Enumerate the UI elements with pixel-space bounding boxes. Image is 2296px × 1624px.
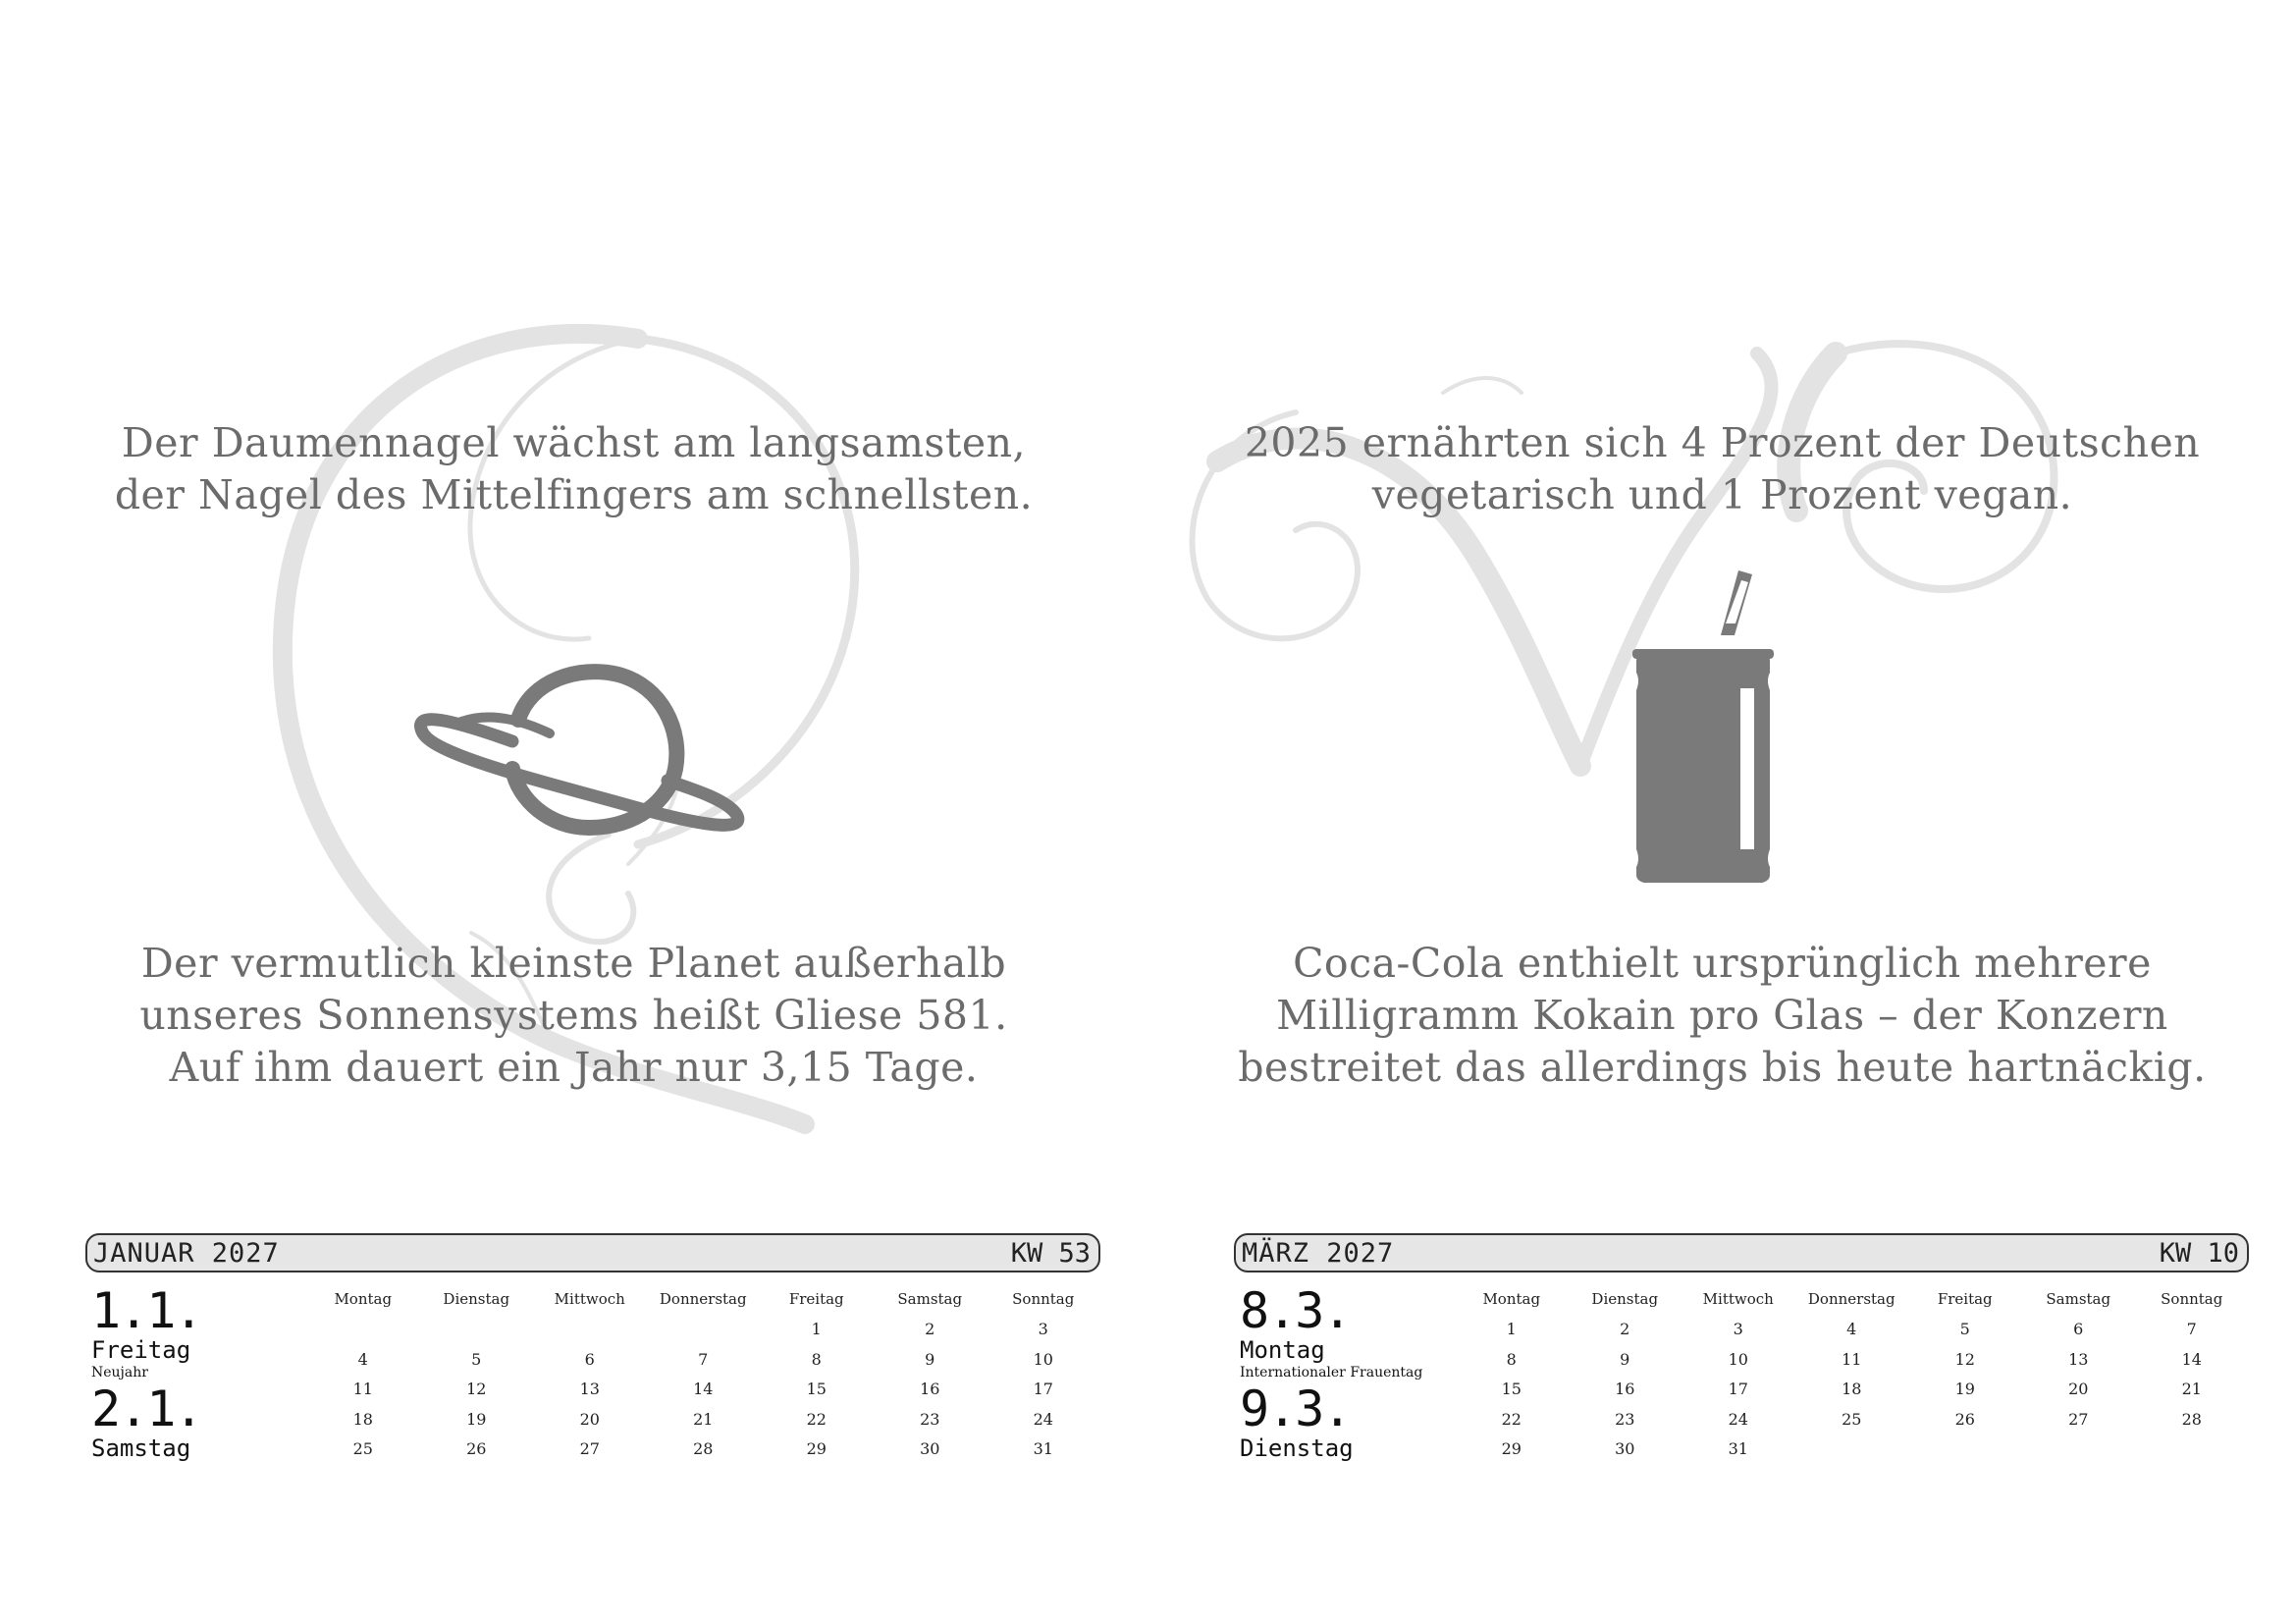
soda-can-icon — [1615, 565, 1811, 893]
date-cell: 9 — [1620, 1349, 1630, 1369]
week-row — [306, 1404, 1100, 1435]
saturn-icon — [402, 653, 756, 849]
date-cell: 29 — [806, 1439, 827, 1459]
date-cell: 19 — [1954, 1380, 1975, 1399]
date-cell: 23 — [920, 1409, 940, 1429]
date-cell: 4 — [1846, 1320, 1857, 1339]
weekday-header: Sonntag — [1012, 1290, 1075, 1309]
date-cell: 2 — [1620, 1320, 1630, 1339]
day-weekday: Montag — [1240, 1336, 1325, 1364]
fact-line: Milligramm Kokain pro Glas – der Konzern — [1276, 992, 2168, 1039]
day-weekday: Dienstag — [1240, 1435, 1354, 1462]
fact-line: unseres Sonnensystems heißt Gliese 581. — [139, 992, 1008, 1039]
fact-line: Auf ihm dauert ein Jahr nur 3,15 Tage. — [169, 1044, 979, 1091]
date-cell: 24 — [1728, 1409, 1748, 1429]
calendar-header-bar — [85, 1233, 1100, 1272]
date-cell: 19 — [466, 1409, 487, 1429]
date-cell: 14 — [2181, 1349, 2202, 1369]
weekday-header: Freitag — [788, 1290, 844, 1309]
date-cell: 3 — [1733, 1320, 1743, 1339]
weekday-header: Montag — [1482, 1290, 1541, 1309]
day-date: 9.3. — [1240, 1380, 1351, 1437]
day-weekday: Samstag — [91, 1435, 191, 1462]
date-cell: 12 — [466, 1380, 487, 1399]
date-cell: 3 — [1038, 1320, 1048, 1339]
date-cell: 2 — [925, 1320, 935, 1339]
fact-line: Der vermutlich kleinste Planet außerhalb — [140, 940, 1007, 987]
date-cell: 18 — [352, 1409, 373, 1429]
month-grid — [306, 1284, 1100, 1464]
date-cell: 13 — [2068, 1349, 2089, 1369]
week-row — [1455, 1404, 2249, 1435]
date-cell: 25 — [1842, 1409, 1862, 1429]
date-cell: 7 — [698, 1349, 709, 1369]
date-cell: 12 — [1954, 1349, 1975, 1369]
date-cell: 31 — [1728, 1439, 1748, 1459]
date-cell: 8 — [811, 1349, 822, 1369]
weekday-header-row — [306, 1284, 1100, 1315]
date-cell: 31 — [1033, 1439, 1053, 1459]
week-row — [306, 1435, 1100, 1465]
date-cell: 15 — [806, 1380, 827, 1399]
date-cell: 21 — [2181, 1380, 2202, 1399]
week-row — [1455, 1315, 2249, 1345]
week-number: KW 53 — [1010, 1238, 1091, 1269]
date-cell: 9 — [925, 1349, 935, 1369]
day-weekday: Freitag — [91, 1336, 191, 1364]
month-grid — [1455, 1284, 2249, 1464]
weekday-header: Freitag — [1937, 1290, 1993, 1309]
date-cell: 23 — [1615, 1409, 1635, 1429]
week-row — [1455, 1375, 2249, 1405]
fact-line: bestreitet das allerdings bis heute hartnäckig. — [1238, 1044, 2207, 1091]
date-cell: 21 — [693, 1409, 714, 1429]
weekday-header: Donnerstag — [1807, 1290, 1896, 1309]
date-cell: 1 — [1506, 1320, 1517, 1339]
calendar — [1234, 1233, 2249, 1462]
date-cell: 16 — [920, 1380, 940, 1399]
weekday-header: Donnerstag — [659, 1290, 747, 1309]
fact-bottom — [59, 938, 1089, 1094]
date-cell: 7 — [2186, 1320, 2197, 1339]
weekday-header: Montag — [334, 1290, 393, 1309]
weekday-header: Sonntag — [2161, 1290, 2223, 1309]
fact-line: Der Daumennagel wächst am langsamsten, — [121, 419, 1027, 466]
date-cell: 11 — [1842, 1349, 1862, 1369]
date-cell: 8 — [1506, 1349, 1517, 1369]
day-date: 8.3. — [1240, 1282, 1351, 1339]
date-cell: 28 — [2181, 1409, 2202, 1429]
week-row — [306, 1375, 1100, 1405]
day-date: 1.1. — [91, 1282, 202, 1339]
date-cell: 6 — [584, 1349, 595, 1369]
date-cell: 26 — [466, 1439, 487, 1459]
weekday-header: Dienstag — [1591, 1290, 1659, 1309]
date-cell: 30 — [920, 1439, 940, 1459]
date-cell: 27 — [579, 1439, 600, 1459]
week-row — [306, 1344, 1100, 1375]
month-label: JANUAR 2027 — [93, 1238, 280, 1269]
weekday-header: Samstag — [2046, 1290, 2111, 1309]
date-cell: 24 — [1033, 1409, 1053, 1429]
date-cell: 29 — [1501, 1439, 1522, 1459]
date-cell: 22 — [806, 1409, 827, 1429]
date-cell: 5 — [1959, 1320, 1970, 1339]
date-cell: 11 — [352, 1380, 373, 1399]
month-label: MÄRZ 2027 — [1242, 1238, 1395, 1269]
fact-top — [59, 417, 1089, 521]
date-cell: 4 — [357, 1349, 368, 1369]
date-cell: 17 — [1728, 1380, 1748, 1399]
date-cell: 27 — [2068, 1409, 2089, 1429]
week-row — [1455, 1435, 2249, 1465]
day-date: 2.1. — [91, 1380, 202, 1437]
fact-bottom — [1207, 938, 2237, 1094]
date-cell: 20 — [579, 1409, 600, 1429]
date-cell: 26 — [1954, 1409, 1975, 1429]
date-cell: 6 — [2073, 1320, 2084, 1339]
date-cell: 22 — [1501, 1409, 1522, 1429]
weekday-header: Mittwoch — [554, 1290, 625, 1309]
calendar-header-bar — [1234, 1233, 2249, 1272]
date-cell: 14 — [693, 1380, 714, 1399]
week-row — [306, 1315, 1100, 1345]
right-page — [1148, 0, 2296, 1624]
date-cell: 16 — [1615, 1380, 1635, 1399]
week-row — [1455, 1344, 2249, 1375]
week-number: KW 10 — [2159, 1238, 2239, 1269]
day-holiday: Neujahr — [91, 1365, 148, 1380]
weekday-header: Mittwoch — [1702, 1290, 1774, 1309]
date-cell: 10 — [1033, 1349, 1053, 1369]
date-cell: 5 — [471, 1349, 482, 1369]
fact-top — [1207, 417, 2237, 521]
date-cell: 13 — [579, 1380, 600, 1399]
fact-line: 2025 ernährten sich 4 Prozent der Deutschen — [1244, 419, 2201, 466]
fact-line: der Nagel des Mittelfingers am schnellsten. — [114, 471, 1034, 518]
weekday-header-row — [1455, 1284, 2249, 1315]
weekday-header: Samstag — [897, 1290, 963, 1309]
date-cell: 28 — [693, 1439, 714, 1459]
date-cell: 20 — [2068, 1380, 2089, 1399]
date-cell: 1 — [811, 1320, 822, 1339]
date-cell: 10 — [1728, 1349, 1748, 1369]
date-cell: 25 — [352, 1439, 373, 1459]
date-cell: 15 — [1501, 1380, 1522, 1399]
day-holiday: Internationaler Frauentag — [1240, 1365, 1423, 1380]
date-cell: 30 — [1615, 1439, 1635, 1459]
date-cell: 17 — [1033, 1380, 1053, 1399]
weekday-header: Dienstag — [443, 1290, 510, 1309]
fact-line: vegetarisch und 1 Prozent vegan. — [1371, 471, 2073, 518]
date-cell: 18 — [1842, 1380, 1862, 1399]
fact-line: Coca-Cola enthielt ursprünglich mehrere — [1293, 940, 2152, 987]
calendar — [85, 1233, 1100, 1462]
